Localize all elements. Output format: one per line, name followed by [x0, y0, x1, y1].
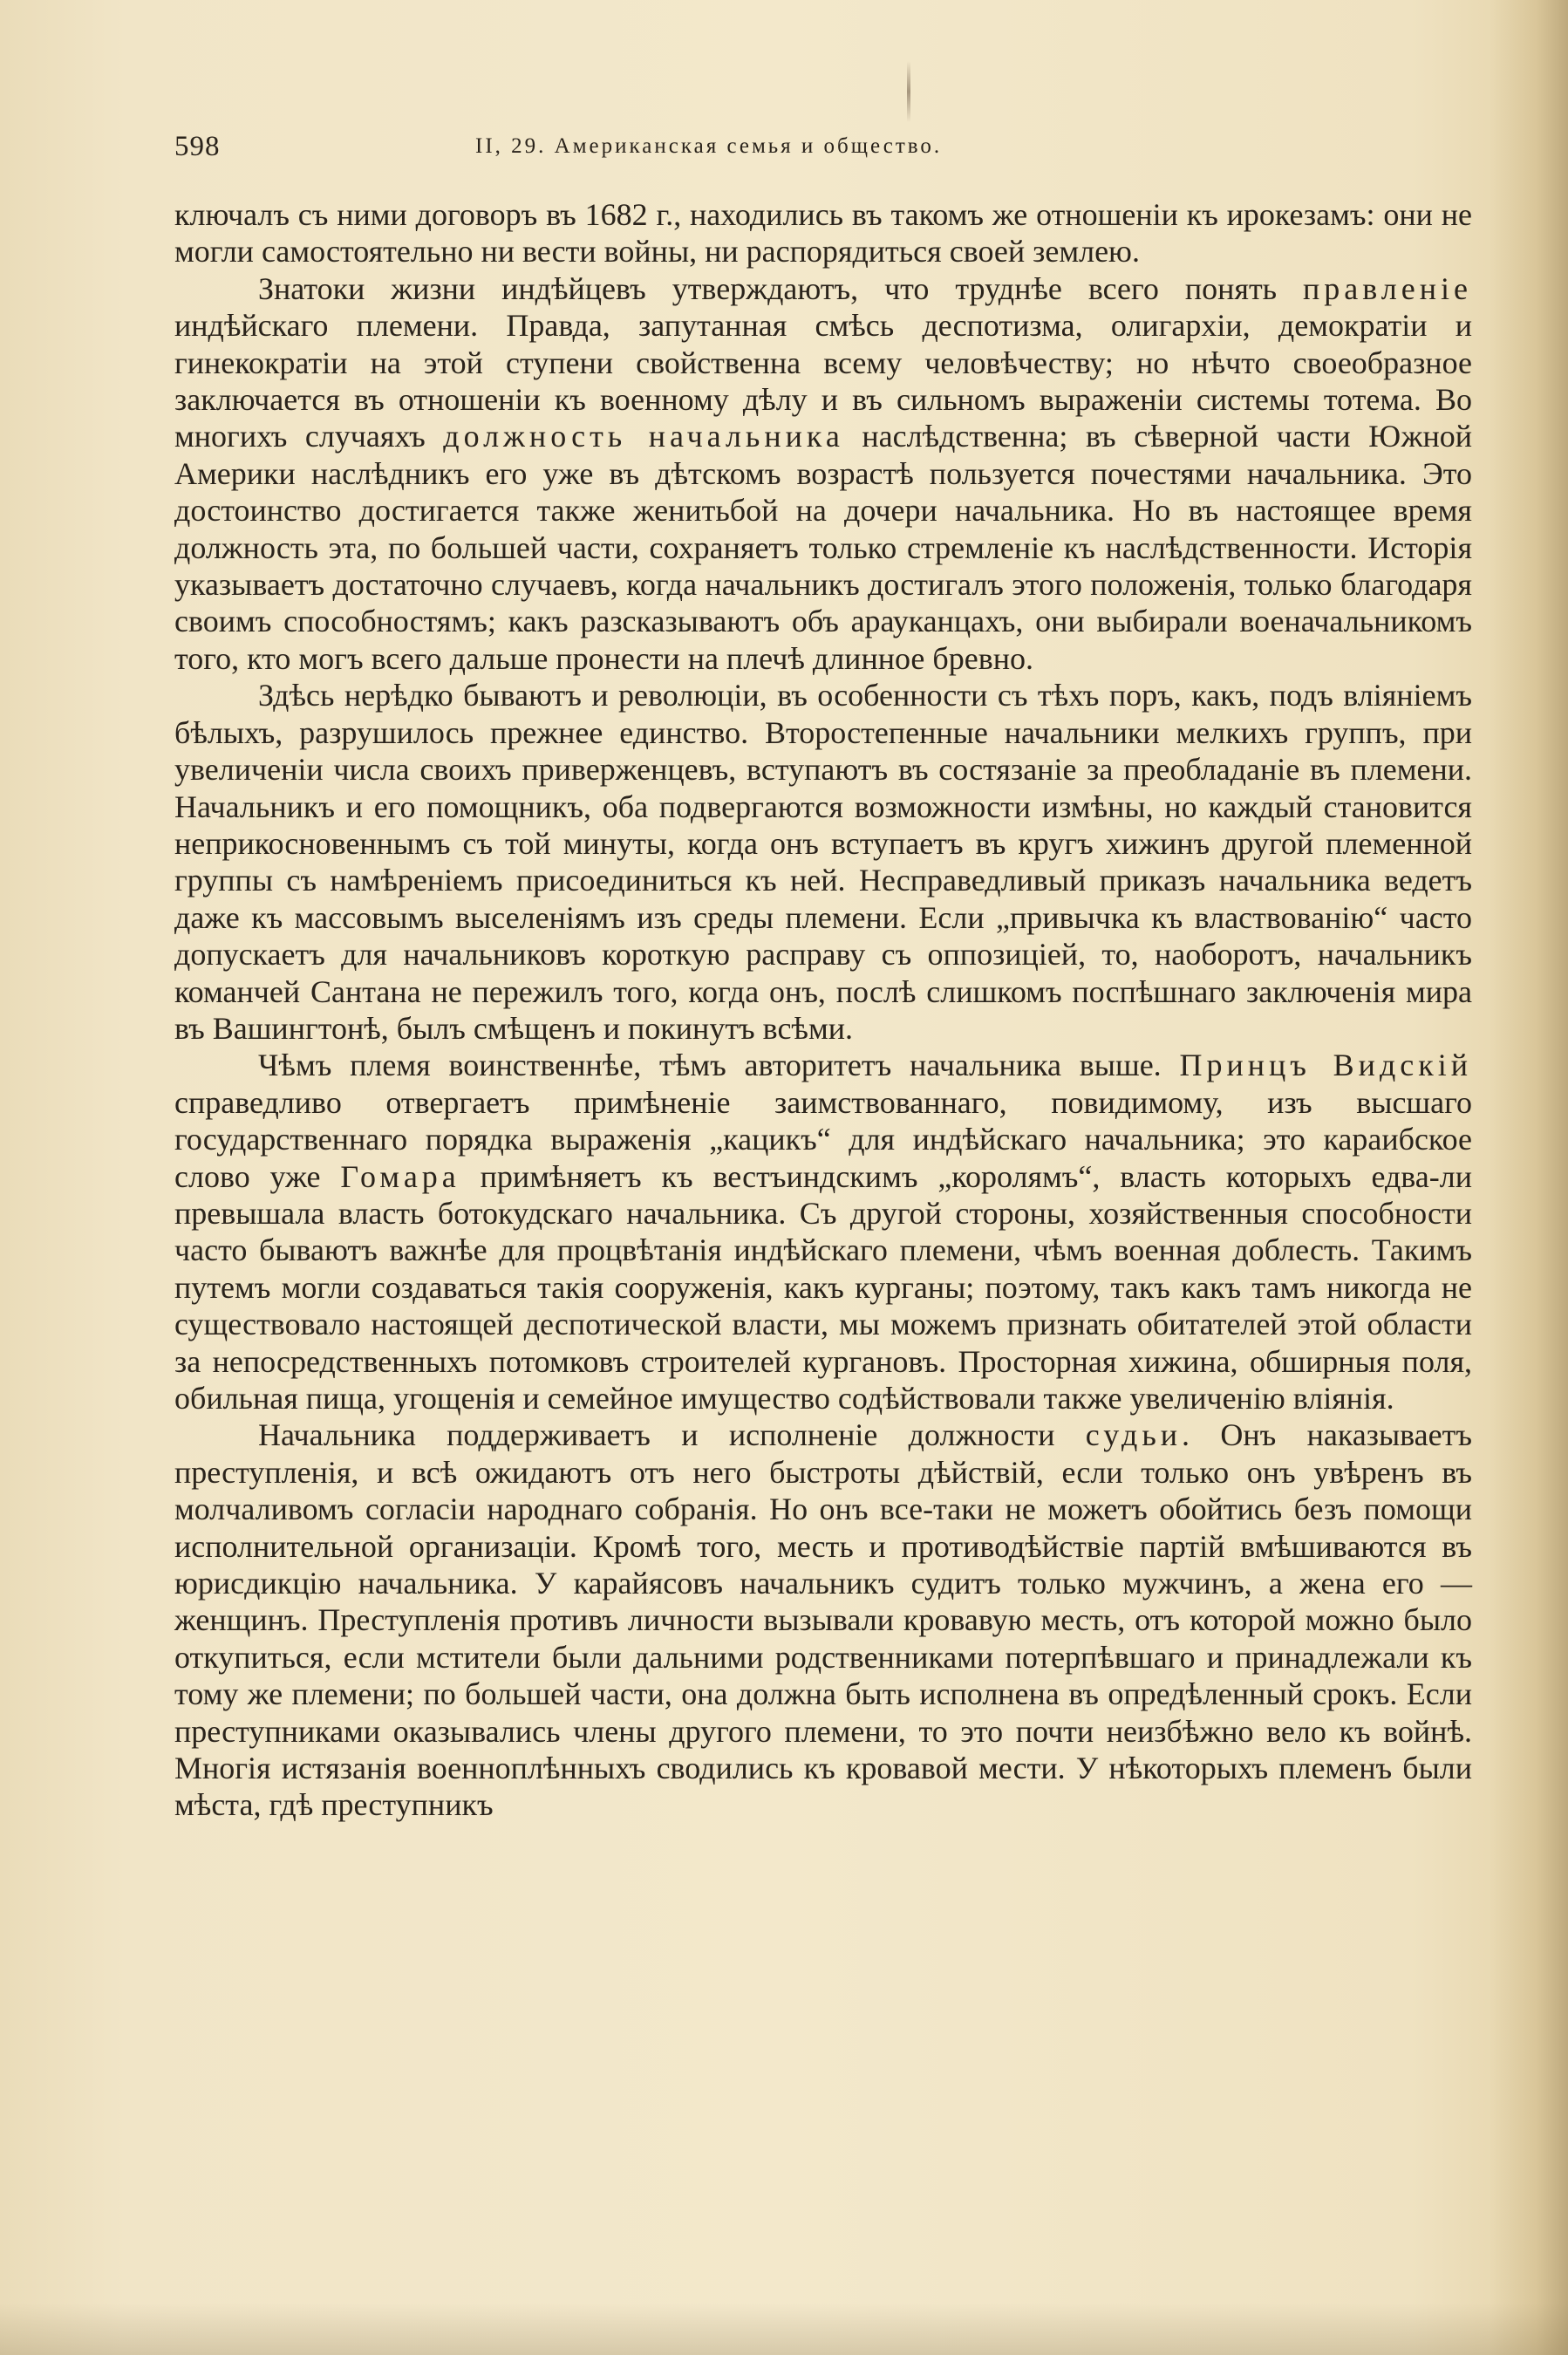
- spaced-emphasis: судьи: [1085, 1417, 1183, 1453]
- paragraph: [174, 1416, 1472, 1823]
- paragraph: [174, 1047, 1472, 1416]
- text-run: примѣняетъ къ вестъиндскимъ „королямъ“, власть которыхъ едва-ли превышала власть ботокудскаго начальника. Съ другой стороны, хозяйственныя способности часто бываютъ важнѣе для процвѣтанія индѣйскаго племени, чѣмъ военная доблесть. Такимъ путемъ могли создаваться такія сооруженія, какъ курганы; поэтому, такъ какъ тамъ никогда не существовало настоящей деспотической власти, мы можемъ признать обитателей этой области за непосредственныхъ потомковъ строителей кургановъ. Просторная хижина, обширныя поля, обильная пища, угощенія и семейное имущество содѣйствовали также увеличенію вліянія.: [174, 1158, 1472, 1416]
- binding-mark: [907, 61, 910, 122]
- spaced-emphasis: Гомара: [340, 1158, 460, 1194]
- text-run: Здѣсь нерѣдко бываютъ и революціи, въ особенности съ тѣхъ поръ, какъ, подъ вліяніемъ бѣлыхъ, разрушилось прежнее единство. Второстепенные начальники мелкихъ группъ, при увеличеніи числа своихъ приверженцевъ, вступаютъ въ состязаніе за преобладаніе въ племени. Начальникъ и его помощникъ, оба подвергаются возможности измѣны, но каждый становится неприкосновеннымъ съ той минуты, когда онъ вступаетъ въ кругъ хижинъ другой племенной группы съ намѣреніемъ присоединиться къ ней. Несправедливый приказъ начальника ведетъ даже къ массовымъ выселеніямъ изъ среды племени. Если „привычка къ властвованію“ часто допускаетъ для начальниковъ короткую расправу съ оппозиціей, то, наоборотъ, начальникъ команчей Сантана не пережилъ того, когда онъ, послѣ слишкомъ поспѣшнаго заключенія мира въ Вашингтонѣ, былъ смѣщенъ и покинутъ всѣми.: [174, 678, 1472, 1046]
- body-text: [174, 196, 1472, 1824]
- text-run: наслѣдственна; въ сѣверной части Южной Америки наслѣдникъ его уже въ дѣтскомъ возрастѣ пользуется почестями начальника. Это достоинство достигается также женитьбой на дочери начальника. Но въ настоящее время должность эта, по большей части, сохраняетъ только стремленіе къ наслѣдственности. Исторія указываетъ достаточно случаевъ, когда начальникъ достигалъ этого положенія, только благодаря своимъ способностямъ; какъ разсказываютъ объ арауканцахъ, они выбирали военачальникомъ того, кто могъ всего дальше пронести на плечѣ длинное бревно.: [174, 419, 1473, 676]
- text-run: . Онъ наказываетъ преступленія, и всѣ ожидаютъ отъ него быстроты дѣйствій, если только онъ увѣренъ въ молчаливомъ согласіи народнаго собранія. Но онъ все-таки не можетъ обойтись безъ помощи исполнительной организаціи. Кромѣ того, месть и противодѣйствіе партій вмѣшиваются въ юрисдикцію начальника. У карайясовъ начальникъ судитъ только мужчинъ, а жена его — женщинъ. Преступленія противъ личности вызывали кровавую месть, отъ которой можно было откупиться, если мстители были дальними родственниками потерпѣвшаго и принадлежали къ тому же племени; по большей части, она должна быть исполнена въ опредѣленный срокъ. Если преступниками оказывались члены другого племени, то это почти неизбѣжно вело къ войнѣ. Многія истязанія военноплѣнныхъ сводились къ кровавой мести. У нѣкоторыхъ племенъ были мѣста, гдѣ преступникъ: [174, 1417, 1472, 1823]
- page-number: 598: [174, 131, 221, 162]
- header-title: II, 29. Американская семья и общество.: [475, 134, 943, 158]
- page-bottom-shadow: [0, 2303, 1568, 2355]
- text-run: справедливо отвергаетъ примѣненіе заимствованнаго, повидимому, изъ высшаго государственнаго порядка выраженія „кацикъ“ для индѣйскаго начальника; это караибское слово уже: [174, 1084, 1472, 1194]
- page-edge-shadow: [1490, 0, 1568, 2355]
- paragraph: [174, 196, 1472, 270]
- spaced-emphasis: Принцъ Видскій: [1179, 1048, 1472, 1083]
- text-run: ключалъ съ ними договоръ въ 1682 г., находились въ такомъ же отношеніи къ ирокезамъ: они не могли самостоятельно ни вести войны, ни распорядиться своей землею.: [174, 197, 1472, 270]
- spaced-emphasis: должность начальника: [443, 419, 844, 454]
- paragraph: [174, 270, 1472, 677]
- spaced-emphasis: правленіе: [1303, 270, 1472, 306]
- text-run: индѣйскаго племени. Правда, запутанная смѣсь деспотизма, олигархіи, демократіи и гинекократіи на этой ступени свойственна всему человѣчеству; но нѣчто своеобразное заключается въ отношеніи къ военному дѣлу и въ сильномъ выраженіи системы тотема. Во многихъ случаяхъ: [174, 308, 1472, 454]
- text-run: Знатоки жизни индѣйцевъ утверждаютъ, что труднѣе всего понять: [258, 270, 1304, 306]
- paragraph: [174, 677, 1472, 1047]
- text-run: Начальника поддерживаетъ и исполненіе должности: [258, 1417, 1086, 1453]
- running-header: [174, 131, 1465, 166]
- text-run: Чѣмъ племя воинственнѣе, тѣмъ авторитетъ начальника выше.: [258, 1048, 1180, 1083]
